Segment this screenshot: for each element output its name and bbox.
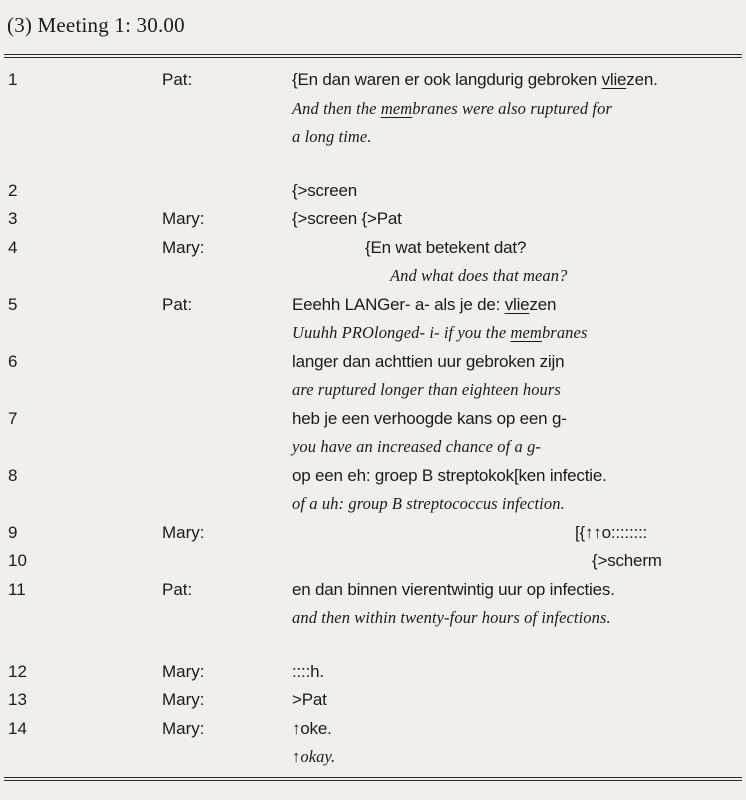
transcript-row xyxy=(0,405,746,462)
translation-line xyxy=(292,604,746,633)
line-number: 1 xyxy=(8,70,18,89)
line-number: 9 xyxy=(8,522,18,542)
transcript-row xyxy=(0,348,746,405)
line-number: 12 xyxy=(8,661,27,681)
speech-line xyxy=(292,177,746,206)
line-number: 10 xyxy=(8,551,27,570)
speech-line xyxy=(292,576,746,605)
text-segment: {>screen xyxy=(292,180,358,200)
stressed-text: mem xyxy=(380,98,413,118)
utterance-lines xyxy=(292,66,746,152)
transcript-row xyxy=(0,66,746,152)
speech-line xyxy=(292,462,746,491)
transcript-rows xyxy=(0,58,746,772)
speaker-label: Mary: xyxy=(162,690,205,709)
translation-line xyxy=(390,262,746,291)
speaker-label: Mary: xyxy=(162,718,205,738)
speech-line xyxy=(292,348,746,377)
text-segment: ↑oke. xyxy=(292,718,332,738)
translation-line xyxy=(292,123,746,152)
utterance-lines xyxy=(292,519,746,548)
line-number: 11 xyxy=(8,579,26,599)
table-bottom-rule xyxy=(4,777,742,781)
transcript-row xyxy=(0,715,746,772)
utterance-lines xyxy=(292,686,746,715)
utterance-lines xyxy=(292,658,746,687)
text-segment: op een eh: groep B streptokok[ken infectie. xyxy=(292,465,607,485)
speech-line xyxy=(292,291,746,320)
text-segment: and then within twenty-four hours of infections. xyxy=(292,608,611,627)
text-segment: {En wat betekent dat? xyxy=(365,237,527,257)
speech-line xyxy=(292,686,746,715)
utterance-lines xyxy=(292,291,746,348)
transcript-row xyxy=(0,234,746,291)
speech-line xyxy=(292,405,746,434)
transcript-row xyxy=(0,177,746,206)
translation-line xyxy=(292,95,746,124)
transcript-row xyxy=(0,686,746,715)
transcript-row xyxy=(0,462,746,519)
text-segment: {En dan waren er ook langdurig gebroken xyxy=(292,70,602,89)
text-segment: {>scherm xyxy=(592,551,662,570)
utterance-lines xyxy=(292,234,746,291)
translation-line xyxy=(292,433,746,462)
line-number: 3 xyxy=(8,209,18,228)
text-segment: langer dan achttien uur gebroken zijn xyxy=(292,351,565,371)
utterance-lines xyxy=(292,547,746,576)
transcript-row xyxy=(0,547,746,576)
text-segment: ::::h. xyxy=(292,661,324,681)
text-segment: And then the xyxy=(292,98,381,118)
translation-line xyxy=(292,490,746,519)
text-segment: ↑okay. xyxy=(292,747,336,766)
line-number: 6 xyxy=(8,351,18,371)
text-segment: Uuuhh PROlonged- i- if you the xyxy=(292,323,511,342)
text-segment: [{↑↑o:::::::: xyxy=(575,522,648,542)
text-segment: branes xyxy=(541,323,588,342)
stressed-text: vlie xyxy=(504,294,530,314)
line-number: 4 xyxy=(8,237,18,257)
transcript-row xyxy=(0,658,746,687)
speaker-label: Mary: xyxy=(162,661,205,681)
translation-line xyxy=(292,319,746,348)
speaker-label xyxy=(162,177,292,206)
speaker-label xyxy=(162,405,292,462)
text-segment: zen. xyxy=(626,70,658,89)
text-segment: heb je een verhoogde kans op een g- xyxy=(292,408,567,428)
translation-line xyxy=(292,743,746,772)
line-number: 5 xyxy=(8,294,18,314)
line-number: 2 xyxy=(8,180,18,200)
text-segment: >Pat xyxy=(292,690,327,709)
text-segment: are ruptured longer than eighteen hours xyxy=(292,380,561,399)
stressed-text: mem xyxy=(510,323,542,342)
transcript-row xyxy=(0,291,746,348)
transcript-row xyxy=(0,205,746,234)
line-number: 14 xyxy=(8,718,27,738)
speaker-label xyxy=(162,547,292,576)
line-number: 7 xyxy=(8,408,18,428)
speaker-label: Pat: xyxy=(162,70,193,89)
speaker-label: Mary: xyxy=(162,522,205,542)
text-segment: branes were also ruptured for xyxy=(412,98,612,118)
utterance-lines xyxy=(292,205,746,234)
utterance-lines xyxy=(292,576,746,633)
text-segment: you have an increased chance of a g- xyxy=(292,437,542,456)
speech-line xyxy=(365,234,746,263)
speech-line xyxy=(575,519,746,548)
speech-line xyxy=(292,66,746,95)
speaker-label: Mary: xyxy=(162,237,205,257)
speech-line xyxy=(292,205,746,234)
speaker-label xyxy=(162,462,292,519)
utterance-lines xyxy=(292,348,746,405)
speech-line xyxy=(292,658,746,687)
utterance-lines xyxy=(292,462,746,519)
text-segment: a long time. xyxy=(292,127,372,146)
speaker-label: Mary: xyxy=(162,209,205,228)
speaker-label: Pat: xyxy=(162,294,193,314)
speech-line xyxy=(292,715,746,744)
excerpt-title: (3) Meeting 1: 30.00 xyxy=(7,13,185,37)
transcript-row xyxy=(0,576,746,633)
text-segment: zen xyxy=(529,294,557,314)
speech-line xyxy=(592,547,746,576)
translation-line xyxy=(292,376,746,405)
text-segment: en dan binnen vierentwintig uur op infecties. xyxy=(292,579,615,599)
text-segment: of a uh: group B streptococcus infection. xyxy=(292,494,565,513)
text-segment: And what does that mean? xyxy=(390,266,568,285)
transcript-row xyxy=(0,519,746,548)
utterance-lines xyxy=(292,177,746,206)
line-number: 8 xyxy=(8,465,18,485)
text-segment: Eeehh LANGer- a- als je de: xyxy=(292,294,505,314)
speaker-label: Pat: xyxy=(162,579,193,599)
utterance-lines xyxy=(292,715,746,772)
utterance-lines xyxy=(292,405,746,462)
stressed-text: vlie xyxy=(601,70,627,89)
speaker-label xyxy=(162,348,292,405)
line-number: 13 xyxy=(8,690,27,709)
text-segment: {>screen {>Pat xyxy=(292,209,402,228)
